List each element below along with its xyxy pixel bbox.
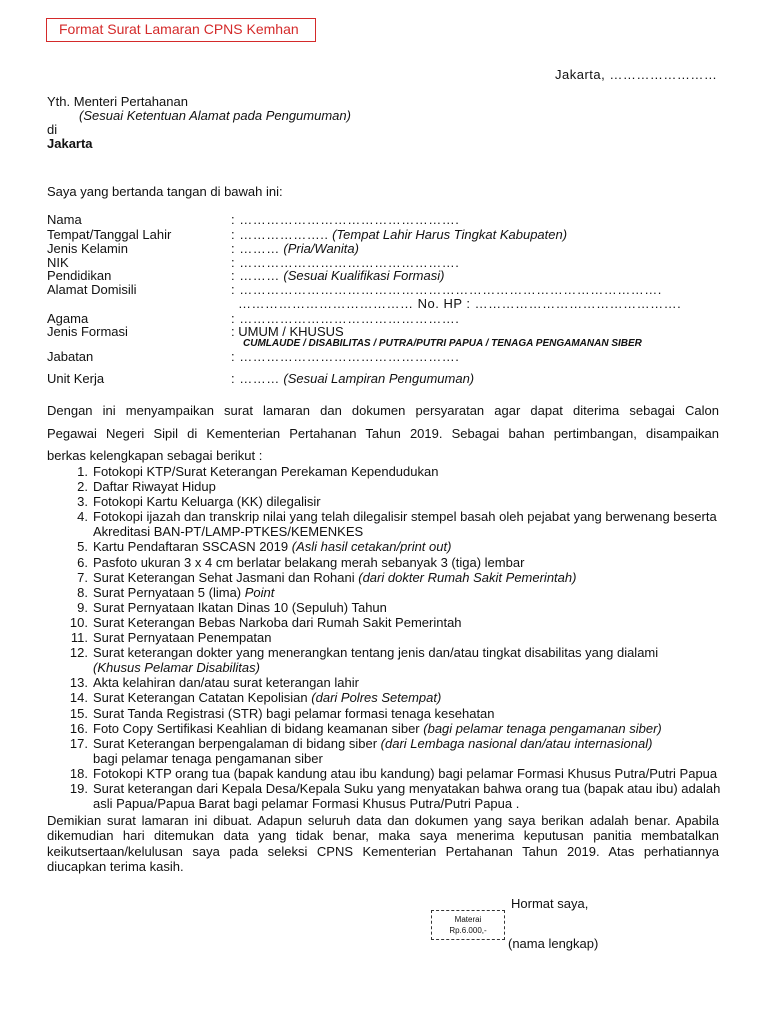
field-value-nama: : ………………………………………….	[231, 212, 460, 227]
stamp-label: Materai	[454, 915, 482, 924]
list-item: 1. Fotokopi KTP/Surat Keterangan Perekaman Kependudukan	[77, 464, 439, 479]
field-value-jabatan: : ………………………………………….	[231, 349, 460, 364]
stamp-amount: Rp.6.000,-	[449, 926, 487, 935]
requirements-list	[47, 464, 727, 811]
field-label-jabatan: Jabatan	[47, 349, 94, 364]
body-paragraph-line-1: Dengan ini menyampaikan surat lamaran dan dokumen persyaratan agar dapat diterima sebagai Calon	[47, 403, 719, 418]
list-item: 6. Pasfoto ukuran 3 x 4 cm berlatar belakang merah sebanyak 3 (tiga) lembar	[77, 554, 525, 570]
field-label-jk: Jenis Kelamin	[47, 241, 128, 256]
list-item: 12. Surat keterangan dokter yang menerangkan tentang jenis dan/atau tingkat disabilitas yang dialami (Khusus Pelamar Disabilitas)	[69, 645, 659, 676]
field-label-pendidikan: Pendidikan	[47, 268, 112, 283]
field-note-jk: (Pria/Wanita)	[283, 241, 359, 256]
field-label-ttl: Tempat/Tanggal Lahir	[47, 227, 172, 242]
field-value-unit	[231, 371, 474, 386]
list-item: 17. Surat Keterangan berpengalaman di bidang siber (dari Lembaga nasional dan/atau internasional) bagi pelamar tenaga pengamanan siber	[69, 735, 653, 766]
field-value-ttl	[231, 227, 567, 242]
recipient-city: Jakarta	[47, 136, 93, 151]
recipient-line-3: di	[47, 122, 58, 137]
materai-stamp-box	[431, 910, 505, 940]
list-item: 15. Surat Tanda Registrasi (STR) bagi pelamar formasi tenaga kesehatan	[69, 705, 495, 721]
field-value-jk-dots: : ………	[231, 241, 280, 256]
field-value-agama: : ………………………………………….	[231, 311, 460, 326]
list-item: 9. Surat Pernyataan Ikatan Dinas 10 (Sepuluh) Tahun	[77, 599, 387, 615]
list-item: 13. Akta kelahiran dan/atau surat keterangan lahir	[69, 675, 359, 691]
closing-paragraph: Demikian surat lamaran ini dibuat. Adapun seluruh data dan dokumen yang saya berikan adalah benar. Apabila dikemudian hari ditemukan data yang tidak benar, maka saya menerima keputusan panitia membatalkan keikutsertaan/kelulusan saya pada seleksi CPNS Kementerian Pertahanan Tahun 2019. Atas perhatiannya diucapkan terima kasih.	[47, 813, 719, 875]
format-title: Format Surat Lamaran CPNS Kemhan	[59, 21, 299, 37]
field-note-ttl: (Tempat Lahir Harus Tingkat Kabupaten)	[332, 227, 568, 242]
body-paragraph-line-2: Pegawai Negeri Sipil di Kementerian Pertahanan Tahun 2019. Sebagai bahan pertimbangan, disampaikan	[47, 426, 719, 441]
list-item: 16. Foto Copy Sertifikasi Keahlian di bidang keamanan siber (bagi pelamar tenaga pengamanan siber)	[69, 720, 662, 736]
list-item: 3. Fotokopi Kartu Keluarga (KK) dilegalisir	[77, 494, 321, 510]
list-item: 8. Surat Pernyataan 5 (lima) Point	[77, 584, 275, 600]
field-label-unit: Unit Kerja	[47, 371, 105, 386]
field-value-ttl-dots: : ………………..	[231, 227, 329, 242]
recipient-line-2: (Sesuai Ketentuan Alamat pada Pengumuman)	[79, 108, 351, 123]
formasi-khusus-options: CUMLAUDE / DISABILITAS / PUTRA/PUTRI PAPUA / TENAGA PENGAMANAN SIBER	[243, 338, 642, 349]
field-label-agama: Agama	[47, 311, 89, 326]
list-item: 5. Kartu Pendaftaran SSCASN 2019 (Asli hasil cetakan/print out)	[77, 539, 452, 555]
field-label-formasi: Jenis Formasi	[47, 324, 128, 339]
field-value-alamat: : ………………………………………………………………………………….	[231, 282, 662, 297]
field-note-pendidikan: (Sesuai Kualifikasi Formasi)	[283, 268, 445, 283]
field-value-unit-dots: : ………	[231, 371, 280, 386]
field-label-nik: NIK	[47, 255, 69, 270]
field-value-alamat-2: ………………………………… No. HP : ……………………………………….	[238, 296, 682, 311]
list-item: 19. Surat keterangan dari Kepala Desa/Kepala Suku yang menyatakan bahwa orang tua (bapak atau ibu) adalah asli Papua/Papua Barat bagi pelamar Formasi Khusus Putra/Putri Papua .	[69, 780, 721, 812]
intro-text: Saya yang bertanda tangan di bawah ini:	[47, 184, 283, 199]
recipient-line-1: Yth. Menteri Pertahanan	[47, 94, 188, 109]
signature-greeting: Hormat saya,	[511, 896, 589, 911]
list-item: 7. Surat Keterangan Sehat Jasmani dan Rohani (dari dokter Rumah Sakit Pemerintah)	[77, 569, 577, 585]
place-date: Jakarta, ……………………	[555, 67, 718, 82]
body-paragraph-line-3: berkas kelengkapan sebagai berikut :	[47, 448, 263, 463]
field-value-formasi: : UMUM / KHUSUS	[231, 324, 344, 339]
field-value-nik: : ………………………………………….	[231, 255, 460, 270]
field-label-alamat: Alamat Domisili	[47, 282, 137, 297]
field-note-unit: (Sesuai Lampiran Pengumuman)	[283, 371, 475, 386]
list-item: 2. Daftar Riwayat Hidup	[77, 479, 216, 495]
list-item: 18. Fotokopi KTP orang tua (bapak kandung atau ibu kandung) bagi pelamar Formasi Khusus Putra/Putri Papua	[69, 765, 718, 781]
list-item: 4. Fotokopi ijazah dan transkrip nilai yang telah dilegalisir stempel basah oleh pejabat yang berwenang beserta Akreditasi BAN-PT/LAMP-PTKES/KEMENKES	[77, 509, 717, 540]
field-value-jk	[231, 241, 359, 256]
field-value-pendidikan-dots: : ………	[231, 268, 280, 283]
signature-name: (nama lengkap)	[508, 936, 599, 951]
list-item: 10. Surat Keterangan Bebas Narkoba dari Rumah Sakit Pemerintah	[69, 614, 462, 630]
list-item: 11. Surat Pernyataan Penempatan	[70, 630, 272, 646]
field-label-nama: Nama	[47, 212, 82, 227]
field-value-pendidikan	[231, 268, 444, 283]
format-title-box	[46, 18, 316, 42]
list-item: 14. Surat Keterangan Catatan Kepolisian (dari Polres Setempat)	[69, 690, 442, 706]
